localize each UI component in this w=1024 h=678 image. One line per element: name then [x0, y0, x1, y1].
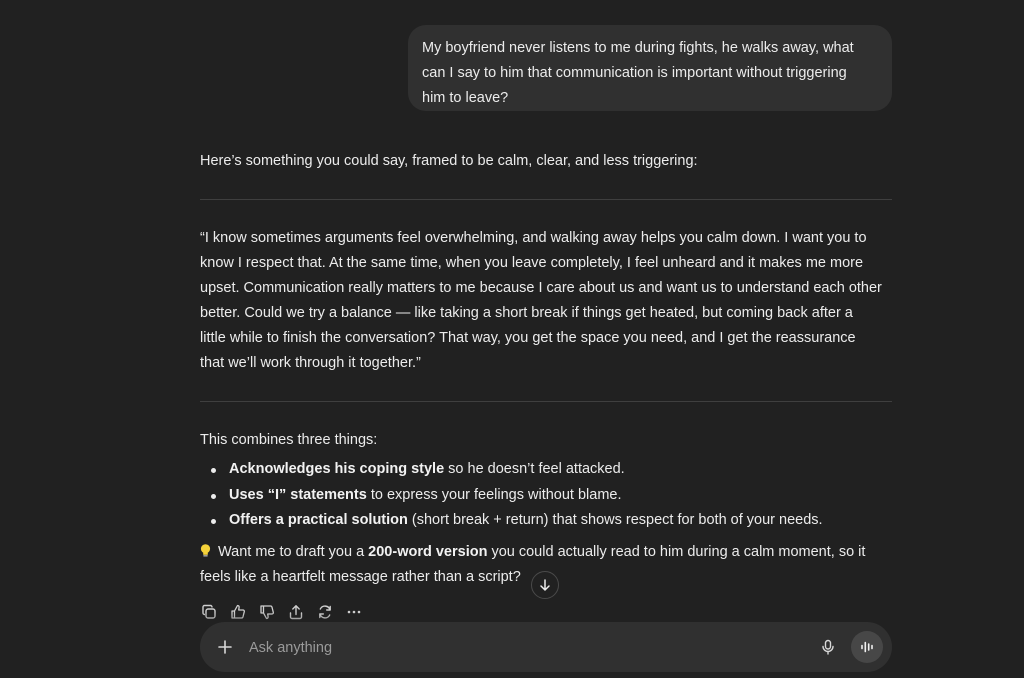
offer-text-bold: 200-word version [368, 544, 488, 560]
bullet-dot [211, 494, 216, 499]
bullet-item [200, 508, 892, 534]
arrow-down-icon [538, 578, 552, 592]
bullet-dot [211, 519, 216, 524]
quote-line: little while to finish the conversation? That way, you get the space you need, and I get the reassurance [200, 330, 856, 346]
quote-line: know I respect that. At the same time, when you leave completely, I feel unheard and it makes me more [200, 255, 864, 271]
bullet-text: so he doesn’t feel attacked. [444, 461, 625, 477]
bullet-bold: Uses “I” statements [229, 486, 367, 503]
offer-text-pre: Want me to draft you a [218, 544, 369, 560]
quote-line: “I know sometimes arguments feel overwhelming, and walking away helps you calm down. I want you to [200, 230, 867, 246]
user-message-bubble [408, 25, 892, 111]
quote-line: that we’ll work through it together.” [200, 355, 421, 371]
offer-text-post: you could actually read to him during a calm moment, so it [487, 544, 866, 560]
bullet-item [200, 483, 892, 509]
dictate-button[interactable] [818, 637, 838, 657]
add-attachment-button[interactable] [215, 637, 235, 657]
assistant-quote [200, 226, 892, 376]
assistant-intro: Here’s something you could say, framed to be calm, clear, and less triggering: [200, 153, 698, 169]
combines-heading: This combines three things: [200, 432, 378, 448]
quote-line: better. Could we try a balance — like taking a short break if things get heated, but coming back after a [200, 305, 853, 321]
scroll-to-bottom-button[interactable] [531, 571, 559, 599]
bullet-bold: Acknowledges his coping style [229, 461, 445, 477]
voice-waveform-icon [859, 639, 875, 655]
bullet-text: to express your feelings without blame. [366, 486, 622, 503]
user-message-line: My boyfriend never listens to me during fights, he walks away, what [422, 40, 854, 56]
bullet-dot [211, 468, 216, 473]
user-message-line: him to leave? [422, 90, 509, 106]
divider [200, 199, 892, 200]
divider [200, 401, 892, 402]
lightbulb-icon [200, 544, 211, 557]
bullet-list [200, 457, 892, 534]
plus-icon [217, 639, 233, 655]
bullet-bold: Offers a practical solution [229, 512, 408, 528]
microphone-icon [820, 639, 836, 655]
quote-line: upset. Communication really matters to me because I care about us and want us to understand each other [200, 280, 882, 296]
composer [200, 622, 892, 672]
bullet-item [200, 457, 892, 483]
bullet-text: (short break + return) that shows respect for both of your needs. [407, 512, 823, 528]
voice-mode-button[interactable] [851, 631, 883, 663]
offer-line: feels like a heartfelt message rather than a script? [200, 569, 521, 585]
offer-line [200, 540, 892, 565]
user-message-line: can I say to him that communication is important without triggering [422, 65, 847, 81]
prompt-input[interactable] [247, 635, 791, 661]
